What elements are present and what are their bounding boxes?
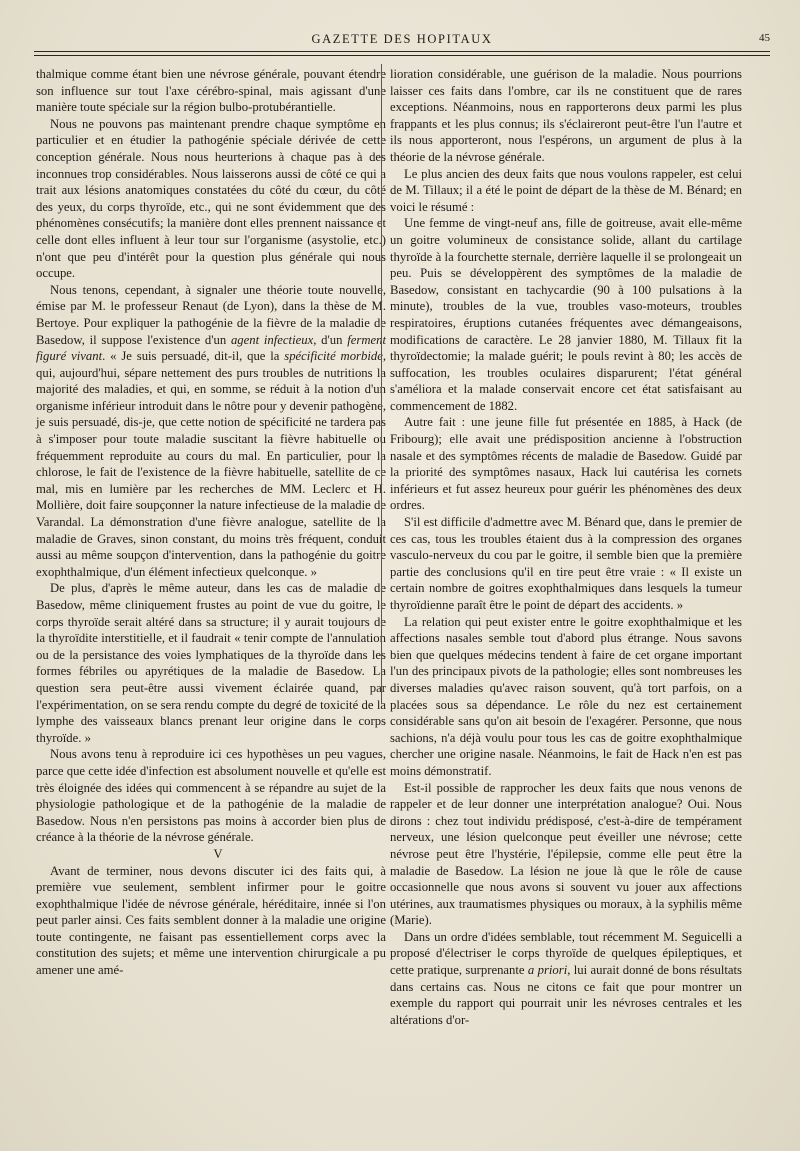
italic-text: agent infectieux <box>230 332 314 347</box>
text-run: . « Je suis persuadé, dit-il, que la <box>102 349 285 364</box>
paragraph: La relation qui peut exister entre le goitre exophthalmique et les affections nasales semble tout d'abord plus étrange. Nous savons bien que quelques médecins tendent à faire de cet organe important l'un des principaux pivots de la pathologie; elles sont nombreuses les diverses maladies qu'avec raison souvent, qu'à tort parfois, on a placées sous sa dépendance. Le rôle du nez est certainement considérable sans qu'on ait besoin de l'exagérer. Personne, que nous sachions, n'a déjà voulu pour tous les cas de goitre exophthalmique chercher une origine nasale. Néanmoins, le fait de Hack n'en est pas moins démonstratif. <box>390 614 742 778</box>
running-title: GAZETTE DES HOPITAUX <box>311 32 493 46</box>
paragraph: lioration considérable, une guérison de la maladie. Nous pourrions laisser ces faits dans l'ombre, car ils ne constituent que de rares exceptions. Néanmoins, nous en rapporterons deux parmi les plus frappants et les plus connus; ils s'éclaireront peut-être l'un l'autre et ils nous apporteront, nous l'espérons, un argument de plus à la théorie de la névrose générale. <box>390 67 742 164</box>
text-run: , lui aurait donné de bons résultats dans certains cas. Nous ne citons ce fait que pour montrer un exemple du rapport qui pourrait unir les névroses centrales et les altérations d'or- <box>390 963 742 1027</box>
header-rule-thick <box>34 51 770 52</box>
header-rule-thin <box>34 55 770 56</box>
text-run: Dans un ordre d'idées semblable, tout récemment M. Seguicelli a proposé d'électriser le corps thyroïde de quelques épileptiques, et cette pratique, surprenante <box>390 929 742 978</box>
page-number: 45 <box>759 32 770 44</box>
paragraph: Le plus ancien des deux faits que nous voulons rappeler, est celui de M. Tillaux; il a été le point de départ de la thèse de M. Bénard; en voici le résumé : <box>390 166 742 214</box>
section-heading: V <box>213 846 223 861</box>
paragraph: Autre fait : une jeune fille fut présentée en 1885, à Hack (de Fribourg); elle avait une prédisposition ancienne à l'obstruction nasale et des symptômes récents de maladie de Basedow. Guidé par la priorité des symptômes nasaux, Hack lui cautérisa les cornets inférieurs et fut assez heureux pour guérir les phénomènes des deux ordres. <box>390 415 742 513</box>
italic-text: ferment figuré vivant <box>36 332 386 364</box>
paragraph: Une femme de vingt-neuf ans, fille de goitreuse, avait elle-même un goitre volumineux de consistance solide, allant du cartilage thyroïde à la fourchette sternale, derrière laquelle il se prolongeait un peu. Puis se développèrent des symptômes de la maladie de Basedow, consistant en tachycardie (90 à 100 pulsations à la minute), troubles de la vue, troubles vaso-moteurs, troubles respiratoires, éruptions cutanées fréquentes avec démangeaisons, modifications de caractère. Le 28 janvier 1880, M. Tillaux fit la thyroïdectomie; la malade guérit; le pouls revint à 80; les accès de suffocation, les troubles oculaires disparurent; l'état général s'améliora et la malade conservait encore cet état satisfaisant au commencement de 1882. <box>390 216 742 413</box>
paragraph: Avant de terminer, nous devons discuter ici des faits qui, à première vue seulement, semblent infirmer pour le goitre exophthalmique l'idée de névrose générale, héréditaire, innée si l'on peut parler ainsi. Ces faits semblent donner à la maladie une origine toute contingente, ne faisant pas essentiellement corps avec la constitution des sujets; et même une intervention chirurgicale a pu amener une amé- <box>36 863 386 978</box>
paragraph: thalmique comme étant bien une névrose générale, pouvant étendre son influence sur tout l'axe cérébro-spinal, mais agissant d'une manière toute spéciale sur la région bulbo-protubérantielle. <box>36 67 386 115</box>
italic-text: a priori <box>527 963 568 978</box>
paragraph: Nous avons tenu à reproduire ici ces hypothèses un peu vagues, parce que cette idée d'infection est absolument nouvelle et qu'elle est très éloignée des idées qui commencent à se répandre au sujet de la physiologie pathologique et de la pathogénie de la maladie de Basedow. Nous n'en persistons pas moins à accorder bien plus de créance à la théorie de la névrose générale. <box>36 747 386 845</box>
text-run: , d'un <box>313 332 348 347</box>
page-header <box>34 28 770 50</box>
paragraph: S'il est difficile d'admettre avec M. Bénard que, dans le premier de ces cas, tous les troubles étaient dus à la compression des organes vasculo-nerveux du cou par le goitre, il semble bien que la première partie des conclusions qu'il en tire peut être vraie : « Il existe un certain nombre de goitres exophthalmiques dans lesquels la tumeur thyroïdienne paraît être le point de départ des accidents. » <box>390 515 742 612</box>
paragraph: Nous ne pouvons pas maintenant prendre chaque symptôme en particulier et en étudier la pathogénie spéciale dérivée de cette conception générale. Nous nous heurterions à chaque pas à des inconnues trop considérables. Nous laisserons aussi de côté ce qui a trait aux lésions anatomiques constatées du côté du cœur, du côté des yeux, du corps thyroïde, etc., qui ne sont évidemment que des phénomènes consécutifs; la manière dont elles prennent naissance et celle dont elles influent à leur tour sur l'organisme (asystolie, etc.) n'ont que peu d'intérêt pour la question plus générale qui nous occupe. <box>36 116 386 281</box>
left-column <box>36 66 386 979</box>
text-run: , qui, aujourd'hui, sépare nettement des purs troubles de nutritions la majorité des maladies, et qui, en somme, se réduit à la notion d'un organisme inférieur introduit dans le nôtre pour y devenir pathogène, je suis persuadé, dis-je, que cette notion de spécificité ne tardera pas à s'imposer pour toute maladie suscitant la fièvre habituelle ou fréquemment reproduite au cours du mal. En particulier, pour la chlorose, le fait de l'existence de la fièvre habituelle, satellite de ce mal, mis en lumière par les recherches de MM. Leclerc et H. Mollière, doit faire soupçonner la nature infectieuse de la maladie de Varandal. La démonstration d'une fièvre analogue, satellite de la maladie de Graves, sinon constant, du moins très fréquent, conduit aussi au même soupçon d'intervention, dans la pathogénie du goitre exophthalmique, d'un élément infectieux quelconque. » <box>36 349 386 579</box>
right-column <box>390 66 742 1028</box>
paragraph: De plus, d'après le même auteur, dans les cas de maladie de Basedow, même cliniquement frustes au point de vue du goitre, le corps thyroïde serait altéré dans sa structure; il y aurait toujours de la thyroïdite interstitielle, et il faudrait « tenir compte de l'annulation ou de la persistance des voies lymphatiques de la thyroïde dans les formes fébriles ou apyrétiques de la maladie de Basedow. La question sera peut-être aussi vivement éclairée quand, par l'expérimentation, on se sera rendu compte du degré de toxicité de la lymphe des vaisseaux blancs prenant leur origine dans le corps thyroïde. » <box>36 581 386 745</box>
paragraph: Est-il possible de rapprocher les deux faits que nous venons de rappeler et de leur donner une interprétation analogue? Oui. Nous dirons : chez tout individu prédisposé, c'est-à-dire de tempérament nerveux, une lésion quelconque peut éveiller une névrose; cette névrose peut être l'hystérie, l'épilepsie, comme elle peut être la maladie de Basedow. La lésion ne joue là que le rôle de cause occasionnelle que nous avons si souvent vu jouer aux affections utérines, aux traumatismes physiques ou moraux, à la syphilis même (Marie). <box>390 780 742 928</box>
paragraph <box>390 929 742 1029</box>
paragraph <box>36 282 386 581</box>
column-divider <box>381 64 382 704</box>
text-run: Nous tenons, cependant, à signaler une théorie toute nouvelle, émise par M. le professeur Renaut (de Lyon), dans la thèse de M. Bertoye. Pour expliquer la pathogénie de la fièvre de la maladie de Basedow, il suppose l'existence d'un <box>36 282 386 347</box>
italic-text: spécificité morbide <box>284 349 383 364</box>
